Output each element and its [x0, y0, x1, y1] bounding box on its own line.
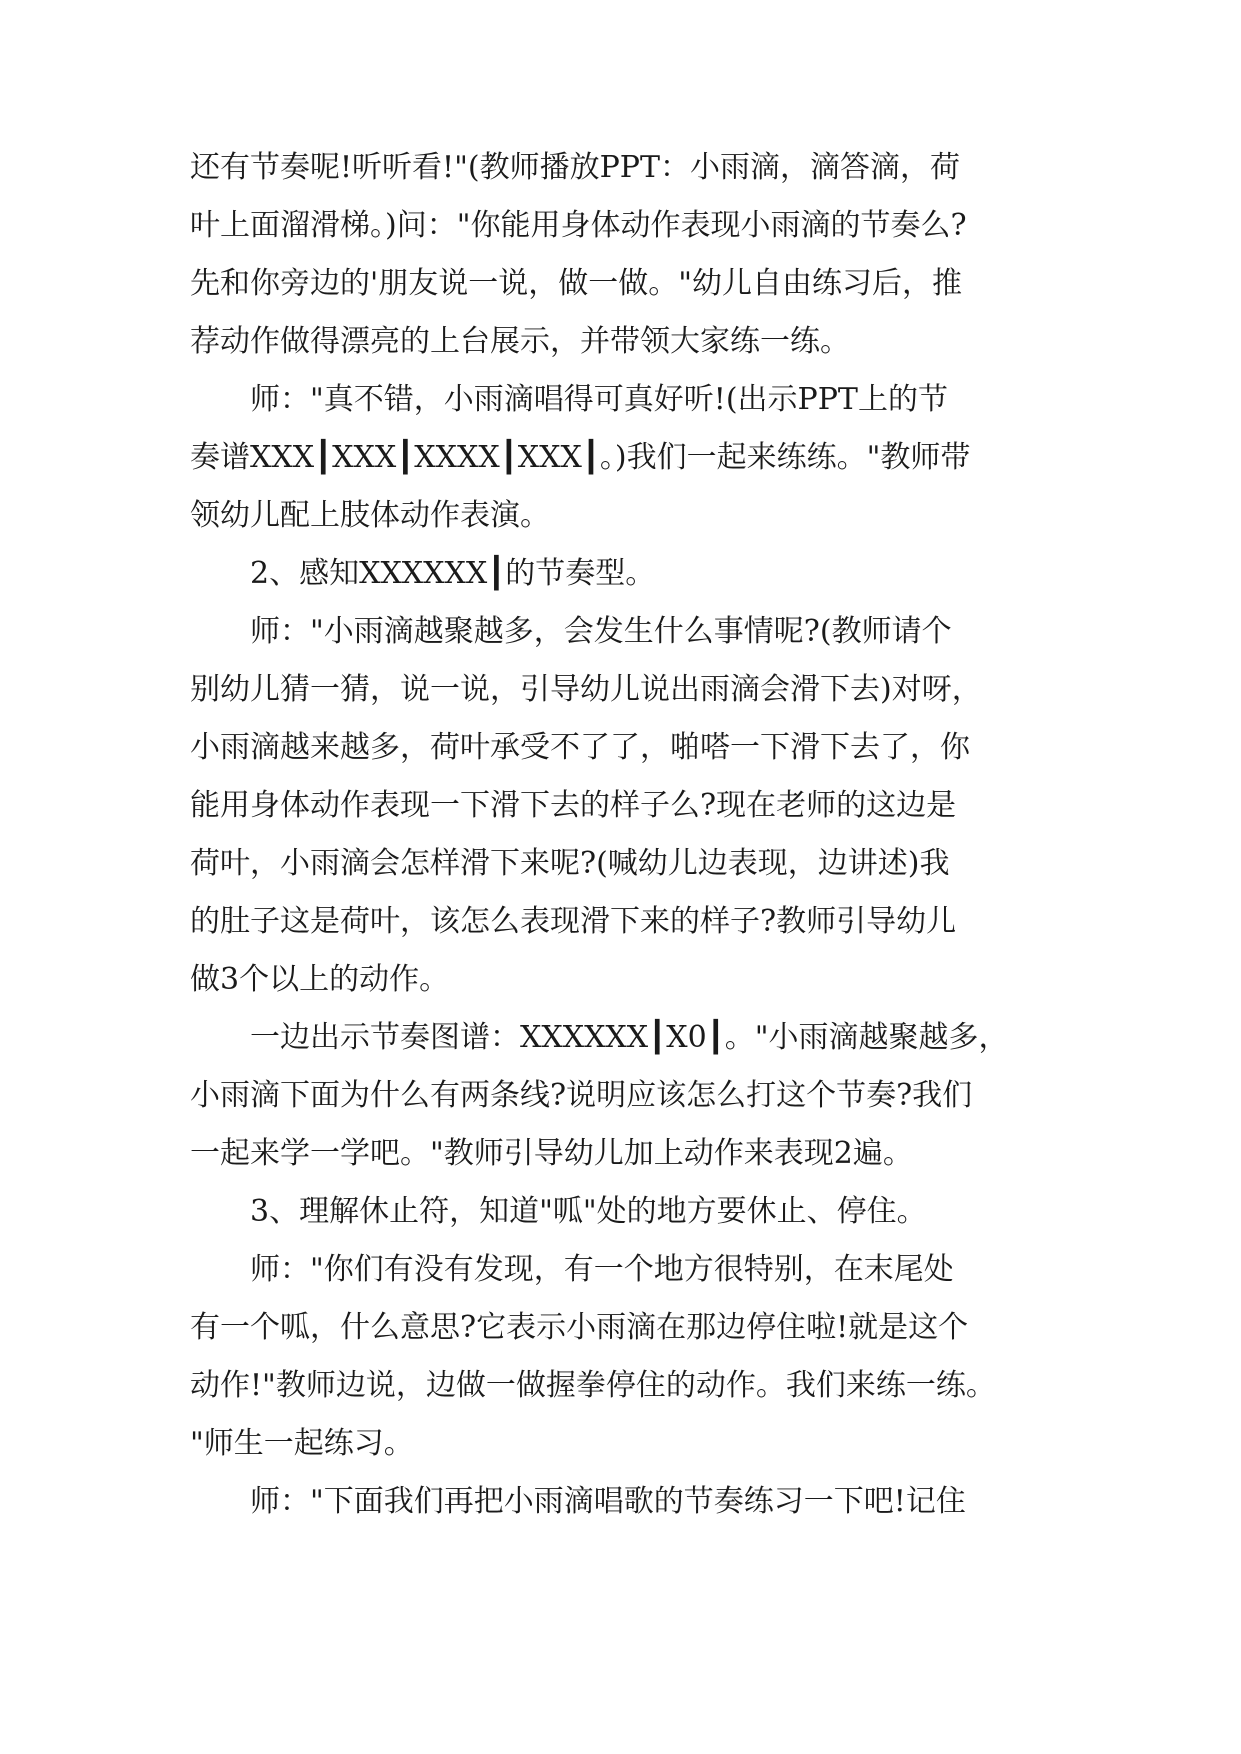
section-heading: 3、理解休止符，知道"呱"处的地方要休止、停住。 — [250, 1194, 927, 1229]
text-line: 小雨滴下面为什么有两条线?说明应该怎么打这个节奏?我们 — [190, 1078, 973, 1113]
section-heading: 2、感知XXXXXX┃的节奏型。 — [250, 556, 656, 591]
text-line: "师生一起练习。 — [190, 1426, 414, 1461]
text-line: 动作!"教师边说，边做一做握拳停住的动作。我们来练一练。 — [190, 1368, 996, 1403]
text-line: 领幼儿配上肢体动作表演。 — [190, 498, 550, 533]
text-line: 能用身体动作表现一下滑下去的样子么?现在老师的这边是 — [190, 788, 957, 823]
text-line: 一起来学一学吧。"教师引导幼儿加上动作来表现2遍。 — [190, 1136, 913, 1171]
text-line: 荷叶，小雨滴会怎样滑下来呢?(喊幼儿边表现，边讲述)我 — [190, 846, 950, 881]
text-line: 有一个呱，什么意思?它表示小雨滴在那边停住啦!就是这个 — [190, 1310, 969, 1345]
text-line: 先和你旁边的'朋友说一说，做一做。"幼儿自由练习后，推 — [190, 266, 963, 301]
text-line: 别幼儿猜一猜，说一说，引导幼儿说出雨滴会滑下去)对呀， — [190, 672, 982, 707]
text-line: 还有节奏呢!听听看!"(教师播放PPT：小雨滴，滴答滴，荷 — [190, 150, 960, 185]
text-line: 叶上面溜滑梯。)问："你能用身体动作表现小雨滴的节奏么? — [190, 208, 967, 243]
text-line: 的肚子这是荷叶，该怎么表现滑下来的样子?教师引导幼儿 — [190, 904, 957, 939]
paragraph-start-line: 一边出示节奏图谱：XXXXXX┃X0┃。"小雨滴越聚越多， — [250, 1020, 1009, 1055]
paragraph-start-line: 师："下面我们再把小雨滴唱歌的节奏练习一下吧!记住 — [250, 1484, 966, 1519]
paragraph-start-line: 师："小雨滴越聚越多，会发生什么事情呢?(教师请个 — [250, 614, 952, 649]
text-line: 荐动作做得漂亮的上台展示，并带领大家练一练。 — [190, 324, 850, 359]
text-line: 做3个以上的动作。 — [190, 962, 450, 997]
paragraph-start-line: 师："真不错，小雨滴唱得可真好听!(出示PPT上的节 — [250, 382, 948, 417]
text-line: 奏谱XXX┃XXX┃XXXX┃XXX┃。)我们一起来练练。"教师带 — [190, 440, 971, 475]
paragraph-start-line: 师："你们有没有发现，有一个地方很特别，在末尾处 — [250, 1252, 954, 1287]
text-line: 小雨滴越来越多，荷叶承受不了了，啪嗒一下滑下去了，你 — [190, 730, 970, 765]
